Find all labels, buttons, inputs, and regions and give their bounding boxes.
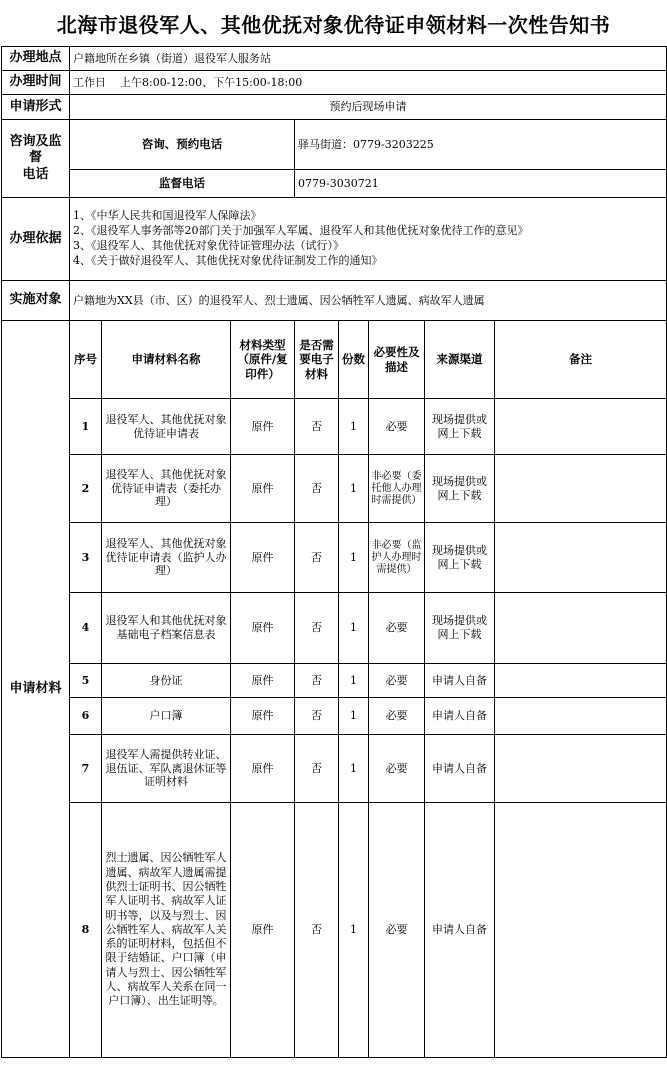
hours-value: 工作日 上午8:00-12:00、下午15:00-18:00 [70,71,667,95]
row-number: 8 [70,803,102,1058]
col-header: 申请材料名称 [102,321,231,399]
row-supervise [2,170,667,198]
table-row [2,664,667,698]
table-row [2,593,667,664]
materials-label: 申请材料 [2,321,70,1058]
material-copies: 1 [339,523,369,593]
row-number: 5 [70,664,102,698]
material-name: 退役军人、其他优抚对象优待证申请表（监护人办理） [102,523,231,593]
material-name: 烈士遗属、因公牺牲军人遗属、病故军人遗属需提供烈士证明书、因公牺牲军人证明书、病故军人证明书等，以及与烈士、因公牺牲军人、病故军人关系的证明材料，包括但不限于结婚证、户口簿（申请人与烈士、因公牺牲军人、病故军人关系在同一户口簿）、出生证明等。 [102,803,231,1058]
materials-header-row [2,321,667,399]
material-type: 原件 [231,399,295,455]
table-row [2,523,667,593]
material-source: 现场提供或网上下载 [425,523,495,593]
material-copies: 1 [339,593,369,664]
consult-phone-value: 驿马街道：0779-3203225 [295,120,667,170]
material-necessity: 必要 [369,399,425,455]
material-copies: 1 [339,735,369,803]
material-name: 退役军人需提供转业证、退伍证、军队离退休证等证明材料 [102,735,231,803]
row-location [2,47,667,71]
material-name: 身份证 [102,664,231,698]
material-copies: 1 [339,803,369,1058]
row-number: 6 [70,698,102,735]
material-copies: 1 [339,664,369,698]
col-header: 份数 [339,321,369,399]
material-electronic: 否 [295,593,339,664]
table-row [2,735,667,803]
table-row [2,399,667,455]
form-label: 申请形式 [2,95,70,120]
supervise-phone-value: 0779-3030721 [295,170,667,198]
material-necessity: 必要 [369,803,425,1058]
col-header: 是否需要电子材料 [295,321,339,399]
material-source: 申请人自备 [425,735,495,803]
material-source: 现场提供或网上下载 [425,593,495,664]
col-header: 必要性及描述 [369,321,425,399]
contact-label: 咨询及监 督 电话 [2,120,70,198]
notice-table [1,46,667,1058]
material-remark [495,803,667,1058]
table-row [2,803,667,1058]
material-source: 申请人自备 [425,698,495,735]
material-electronic: 否 [295,399,339,455]
material-electronic: 否 [295,803,339,1058]
material-necessity: 必要 [369,698,425,735]
material-name: 户口簿 [102,698,231,735]
page-title: 北海市退役军人、其他优抚对象优待证申领材料一次性告知书 [56,12,611,37]
material-name: 退役军人和其他优抚对象基础电子档案信息表 [102,593,231,664]
row-basis [2,198,667,281]
material-copies: 1 [339,455,369,523]
form-value: 预约后现场申请 [70,95,667,120]
row-number: 3 [70,523,102,593]
basis-item: 4、《关于做好退役军人、其他优抚对象优待证制发工作的通知》 [73,253,383,267]
material-type: 原件 [231,593,295,664]
material-type: 原件 [231,455,295,523]
hours-label: 办理时间 [2,71,70,95]
material-electronic: 否 [295,698,339,735]
row-number: 7 [70,735,102,803]
consult-phone-label: 咨询、预约电话 [70,120,295,170]
col-header: 来源渠道 [425,321,495,399]
material-type: 原件 [231,698,295,735]
basis-label: 办理依据 [2,198,70,281]
row-number: 1 [70,399,102,455]
material-necessity: 非必要（委托他人办理时需提供） [369,455,425,523]
material-name: 退役军人、其他优抚对象优待证申请表（委托办理） [102,455,231,523]
row-form [2,95,667,120]
material-remark [495,735,667,803]
material-remark [495,593,667,664]
material-source: 现场提供或网上下载 [425,399,495,455]
material-necessity: 非必要（监护人办理时需提供） [369,523,425,593]
location-label: 办理地点 [2,47,70,71]
material-necessity: 必要 [369,593,425,664]
material-source: 现场提供或网上下载 [425,455,495,523]
row-number: 4 [70,593,102,664]
basis-list [70,198,667,281]
target-label: 实施对象 [2,281,70,321]
material-type: 原件 [231,664,295,698]
row-consult [2,120,667,170]
material-copies: 1 [339,399,369,455]
material-remark [495,664,667,698]
col-header: 材料类型（原件/复印件） [231,321,295,399]
row-hours [2,71,667,95]
row-number: 2 [70,455,102,523]
material-source: 申请人自备 [425,803,495,1058]
material-name: 退役军人、其他优抚对象优待证申请表 [102,399,231,455]
material-electronic: 否 [295,664,339,698]
material-remark [495,399,667,455]
location-value: 户籍地所在乡镇（街道）退役军人服务站 [70,47,667,71]
col-header: 备注 [495,321,667,399]
material-necessity: 必要 [369,664,425,698]
material-remark [495,698,667,735]
material-source: 申请人自备 [425,664,495,698]
table-row [2,455,667,523]
table-row [2,698,667,735]
row-target [2,281,667,321]
basis-item: 2、《退役军人事务部等20部门关于加强军人军属、退役军人和其他优抚对象优待工作的意见》 [73,224,529,238]
material-electronic: 否 [295,455,339,523]
basis-item: 3、《退役军人、其他优抚对象优待证管理办法（试行）》 [73,239,344,252]
supervise-phone-label: 监督电话 [70,170,295,198]
material-copies: 1 [339,698,369,735]
basis-item: 1、《中华人民共和国退役军人保障法》 [73,209,262,223]
material-electronic: 否 [295,735,339,803]
material-type: 原件 [231,803,295,1058]
material-type: 原件 [231,735,295,803]
material-remark [495,455,667,523]
target-value: 户籍地为XX县（市、区）的退役军人、烈士遗属、因公牺牲军人遗属、病故军人遗属 [70,281,667,321]
material-type: 原件 [231,523,295,593]
material-remark [495,523,667,593]
material-necessity: 必要 [369,735,425,803]
material-electronic: 否 [295,523,339,593]
col-header: 序号 [70,321,102,399]
